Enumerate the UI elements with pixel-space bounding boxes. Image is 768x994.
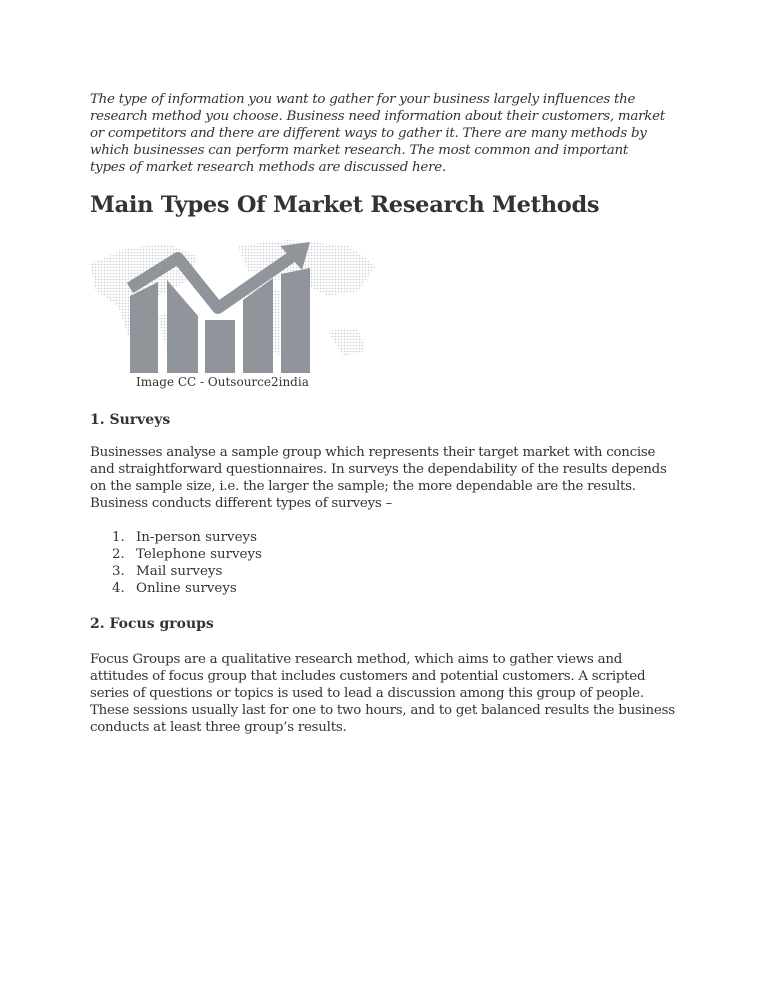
market-growth-chart-image: [88, 236, 380, 378]
paragraph-line: on the sample size, i.e. the larger the sample; the more dependable are the results.: [90, 479, 636, 494]
paragraph-line: These sessions usually last for one to two hours, and to get balanced results the business: [90, 703, 675, 718]
list-text: Online surveys: [136, 581, 237, 596]
intro-line: The type of information you want to gather for your business largely influences the: [90, 92, 636, 107]
list-number: 2.: [112, 547, 125, 562]
list-number: 3.: [112, 564, 125, 579]
section-heading-focus-groups: 2. Focus groups: [90, 616, 214, 632]
list-text: Mail surveys: [136, 564, 223, 579]
list-item: [112, 563, 222, 580]
section-heading-surveys: 1. Surveys: [90, 412, 171, 428]
intro-line: research method you choose. Business need information about their customers, market: [90, 109, 665, 124]
paragraph-line: series of questions or topics is used to lead a discussion among this group of people.: [90, 686, 644, 701]
list-number: 4.: [112, 581, 125, 596]
paragraph-line: Businesses analyse a sample group which represents their target market with concise: [90, 445, 656, 460]
list-item: [112, 529, 257, 546]
list-text: In-person surveys: [136, 530, 257, 545]
paragraph-line: Business conducts different types of surveys –: [90, 496, 392, 511]
figure-caption: Image CC - Outsource2india: [136, 375, 309, 389]
paragraph-line: Focus Groups are a qualitative research method, which aims to gather views and: [90, 652, 623, 667]
intro-line: or competitors and there are different ways to gather it. There are many methods by: [90, 126, 647, 141]
intro-line: types of market research methods are discussed here.: [90, 160, 446, 175]
paragraph-line: conducts at least three group’s results.: [90, 720, 347, 735]
page-title: Main Types Of Market Research Methods: [90, 192, 600, 218]
list-number: 1.: [112, 530, 125, 545]
list-item: [112, 580, 237, 597]
bars: [130, 268, 310, 373]
list-item: [112, 546, 262, 563]
paragraph-line: and straightforward questionnaires. In surveys the dependability of the results depends: [90, 462, 667, 477]
list-text: Telephone surveys: [136, 547, 262, 562]
paragraph-line: attitudes of focus group that includes customers and potential customers. A scripted: [90, 669, 646, 684]
intro-line: which businesses can perform market research. The most common and important: [90, 143, 628, 158]
